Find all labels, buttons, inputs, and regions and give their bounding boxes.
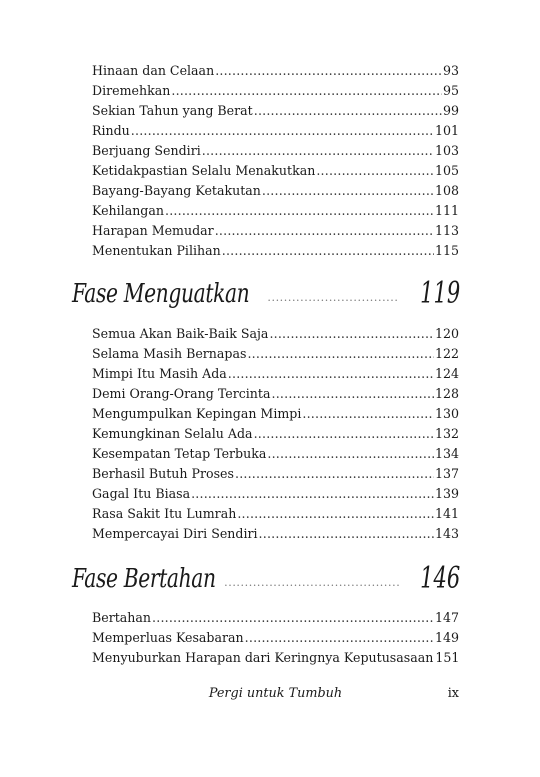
toc-entry <box>92 324 459 344</box>
toc-entry <box>92 161 459 181</box>
entry-page: 139 <box>434 486 459 501</box>
entry-title: Kehilangan <box>92 203 164 218</box>
entry-page: 151 <box>435 650 460 665</box>
section-dot-leader <box>224 576 399 589</box>
entry-title: Kesempatan Tetap Terbuka <box>92 446 267 461</box>
dot-leader <box>254 101 442 121</box>
dot-leader <box>269 324 434 344</box>
toc-entry <box>92 241 459 261</box>
entry-page: 141 <box>434 506 459 521</box>
entry-page: 128 <box>434 386 459 401</box>
toc-entry <box>92 628 459 648</box>
toc-entry <box>92 484 459 504</box>
entry-title: Menyuburkan Harapan dari Keringnya Keputusasaan <box>92 650 434 665</box>
entry-page: 101 <box>434 123 459 138</box>
page-footer <box>92 686 459 708</box>
toc-entry <box>92 101 459 121</box>
entry-page: 115 <box>434 243 459 258</box>
entry-title: Harapan Memudar <box>92 223 214 238</box>
toc-entry <box>92 504 459 524</box>
entry-title: Semua Akan Baik-Baik Saja <box>92 326 269 341</box>
entry-title: Berhasil Butuh Proses <box>92 466 234 481</box>
entry-title: Memperluas Kesabaran <box>92 630 244 645</box>
entry-page: 143 <box>434 526 459 541</box>
toc-entry <box>92 364 459 384</box>
entry-title: Diremehkan <box>92 83 171 98</box>
toc-entry <box>92 81 459 101</box>
entry-title: Sekian Tahun yang Berat <box>92 103 253 118</box>
toc-group-3 <box>92 608 459 668</box>
entry-title: Gagal Itu Biasa <box>92 486 191 501</box>
running-book-title: Pergi untuk Tumbuh <box>208 686 343 701</box>
toc-entry <box>92 344 459 364</box>
entry-page: 105 <box>434 163 459 178</box>
entry-page: 108 <box>434 183 459 198</box>
dot-leader <box>152 608 434 628</box>
entry-title: Rindu <box>92 123 130 138</box>
toc-entry <box>92 141 459 161</box>
entry-title: Mimpi Itu Masih Ada <box>92 366 227 381</box>
dot-leader <box>222 241 434 261</box>
dot-leader <box>171 81 442 101</box>
toc-entry <box>92 608 459 628</box>
toc-group-2 <box>92 324 459 544</box>
toc-entry <box>92 404 459 424</box>
dot-leader <box>262 181 434 201</box>
entry-page: 137 <box>434 466 459 481</box>
dot-leader <box>302 404 434 424</box>
toc-entry <box>92 181 459 201</box>
dot-leader <box>215 221 434 241</box>
toc-entry <box>92 384 459 404</box>
entry-page: 134 <box>434 446 459 461</box>
entry-page: 120 <box>434 326 459 341</box>
dot-leader <box>228 364 434 384</box>
dot-leader <box>237 504 434 524</box>
page-number: ix <box>447 686 459 701</box>
toc-entry <box>92 201 459 221</box>
toc-entry <box>92 121 459 141</box>
entry-title: Hinaan dan Celaan <box>92 63 215 78</box>
dot-leader <box>267 444 434 464</box>
toc-entry <box>92 221 459 241</box>
dot-leader <box>316 161 434 181</box>
toc-entry <box>92 464 459 484</box>
entry-title: Selama Masih Bernapas <box>92 346 247 361</box>
entry-page: 132 <box>434 426 459 441</box>
entry-title: Menentukan Pilihan <box>92 243 221 258</box>
entry-page: 95 <box>442 83 459 98</box>
toc-entry <box>92 648 459 668</box>
section-page: 146 <box>419 561 460 596</box>
dot-leader <box>165 201 434 221</box>
dot-leader <box>259 524 434 544</box>
entry-page: 111 <box>434 203 459 218</box>
section-title: Fase Menguatkan <box>72 279 250 309</box>
entry-page: 130 <box>434 406 459 421</box>
entry-title: Bayang-Bayang Ketakutan <box>92 183 261 198</box>
entry-title: Demi Orang-Orang Tercinta <box>92 386 271 401</box>
section-heading-bertahan <box>72 555 460 595</box>
entry-page: 113 <box>434 223 459 238</box>
entry-page: 93 <box>442 63 459 78</box>
dot-leader <box>254 424 434 444</box>
dot-leader <box>245 628 434 648</box>
section-page: 119 <box>419 276 460 311</box>
entry-title: Kemungkinan Selalu Ada <box>92 426 253 441</box>
toc-entry <box>92 424 459 444</box>
toc-group-1 <box>92 61 459 261</box>
section-dot-leader <box>267 291 398 304</box>
entry-title: Bertahan <box>92 610 152 625</box>
dot-leader <box>202 141 434 161</box>
entry-title: Rasa Sakit Itu Lumrah <box>92 506 237 521</box>
entry-title: Mengumpulkan Kepingan Mimpi <box>92 406 302 421</box>
entry-title: Ketidakpastian Selalu Menakutkan <box>92 163 316 178</box>
dot-leader <box>272 384 434 404</box>
section-title: Fase Bertahan <box>72 564 216 594</box>
entry-page: 122 <box>434 346 459 361</box>
dot-leader <box>131 121 434 141</box>
toc-entry <box>92 444 459 464</box>
entry-page: 147 <box>434 610 459 625</box>
section-heading-menguatkan <box>72 270 460 310</box>
dot-leader <box>247 344 433 364</box>
dot-leader <box>215 61 442 81</box>
entry-title: Mempercayai Diri Sendiri <box>92 526 258 541</box>
entry-page: 103 <box>434 143 459 158</box>
entry-page: 99 <box>442 103 459 118</box>
entry-page: 124 <box>434 366 459 381</box>
toc-entry <box>92 61 459 81</box>
toc-entry <box>92 524 459 544</box>
dot-leader <box>191 484 434 504</box>
entry-title: Berjuang Sendiri <box>92 143 201 158</box>
dot-leader <box>235 464 434 484</box>
entry-page: 149 <box>434 630 459 645</box>
